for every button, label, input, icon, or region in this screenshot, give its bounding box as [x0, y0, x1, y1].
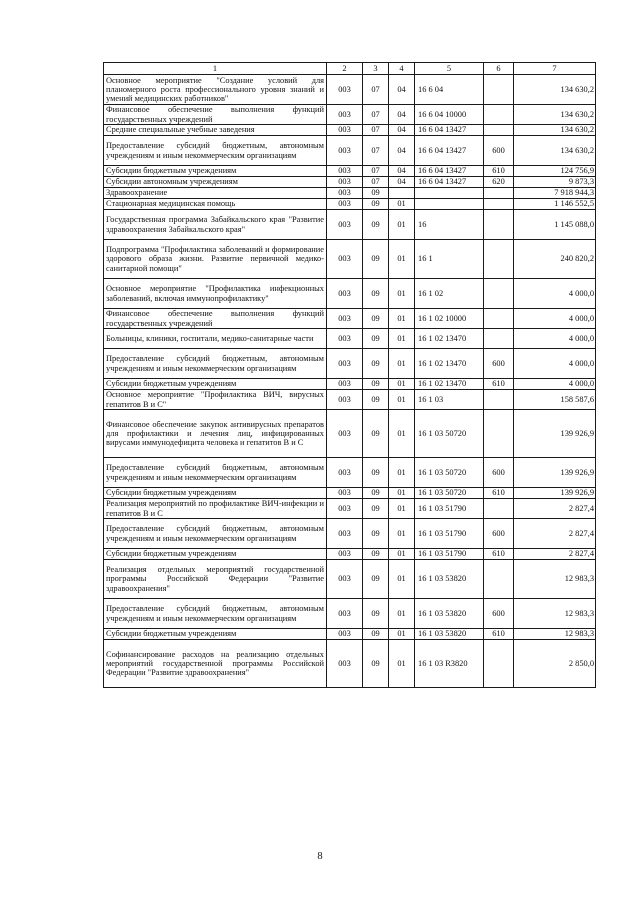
- row-amount: 2 827,4: [514, 519, 596, 549]
- table-row: [104, 519, 596, 549]
- table-row: [104, 549, 596, 560]
- table-row: [104, 105, 596, 125]
- row-target-code: 16: [415, 210, 484, 240]
- row-expense-type: [484, 640, 514, 688]
- table-row: [104, 349, 596, 379]
- table-row: [104, 166, 596, 177]
- row-admin-code: 003: [327, 105, 363, 125]
- row-expense-type: [484, 390, 514, 410]
- row-amount: 240 820,2: [514, 240, 596, 279]
- row-expense-type: [484, 499, 514, 519]
- row-name: Подпрограмма "Профилактика заболеваний и формирование здорового образа жизни. Развитие первичной медико-санитарной помощи": [104, 240, 327, 279]
- row-subsection: 04: [389, 166, 415, 177]
- row-admin-code: 003: [327, 177, 363, 188]
- row-amount: 124 756,9: [514, 166, 596, 177]
- row-admin-code: 003: [327, 640, 363, 688]
- row-amount: 4 000,0: [514, 309, 596, 329]
- row-subsection: 04: [389, 125, 415, 136]
- row-name: Стационарная медицинская помощь: [104, 199, 327, 210]
- row-expense-type: 610: [484, 379, 514, 390]
- row-amount: 134 630,2: [514, 136, 596, 166]
- row-subsection: 01: [389, 349, 415, 379]
- row-section: 09: [363, 240, 389, 279]
- row-name: Основное мероприятие "Профилактика ВИЧ, вирусных гепатитов В и С": [104, 390, 327, 410]
- row-expense-type: 600: [484, 349, 514, 379]
- row-name: Средние специальные учебные заведения: [104, 125, 327, 136]
- row-target-code: 16 1 02 13470: [415, 379, 484, 390]
- row-admin-code: 003: [327, 599, 363, 629]
- row-section: 09: [363, 640, 389, 688]
- row-name: Предоставление субсидий бюджетным, автономным учреждениям и иным некоммерческим организациям: [104, 599, 327, 629]
- row-name: Основное мероприятие "Создание условий для планомерного роста профессионального уровня знаний и умений медицинских работников": [104, 75, 327, 105]
- row-admin-code: 003: [327, 410, 363, 458]
- table-row: [104, 488, 596, 499]
- row-target-code: 16 1 03 50720: [415, 410, 484, 458]
- row-expense-type: [484, 329, 514, 349]
- row-name: Предоставление субсидий бюджетным, автономным учреждениям и иным некоммерческим организациям: [104, 349, 327, 379]
- row-section: 09: [363, 390, 389, 410]
- row-subsection: 01: [389, 458, 415, 488]
- row-section: 09: [363, 188, 389, 199]
- table-row: [104, 599, 596, 629]
- row-subsection: 01: [389, 519, 415, 549]
- row-admin-code: 003: [327, 166, 363, 177]
- row-expense-type: [484, 560, 514, 599]
- row-amount: 12 983,3: [514, 599, 596, 629]
- row-section: 09: [363, 329, 389, 349]
- row-subsection: 01: [389, 279, 415, 309]
- row-amount: 134 630,2: [514, 105, 596, 125]
- row-admin-code: 003: [327, 499, 363, 519]
- row-section: 09: [363, 488, 389, 499]
- row-target-code: 16 1 03 53820: [415, 560, 484, 599]
- row-target-code: 16 1 03 50720: [415, 458, 484, 488]
- row-admin-code: 003: [327, 349, 363, 379]
- row-expense-type: 600: [484, 519, 514, 549]
- row-admin-code: 003: [327, 279, 363, 309]
- row-amount: 2 827,4: [514, 549, 596, 560]
- row-name: Субсидии автономным учреждениям: [104, 177, 327, 188]
- row-target-code: 16 1 03: [415, 390, 484, 410]
- row-amount: 134 630,2: [514, 125, 596, 136]
- row-expense-type: 600: [484, 599, 514, 629]
- table-row: [104, 210, 596, 240]
- row-expense-type: [484, 75, 514, 105]
- row-amount: 158 587,6: [514, 390, 596, 410]
- row-expense-type: 600: [484, 136, 514, 166]
- row-amount: 2 827,4: [514, 499, 596, 519]
- row-amount: 12 983,3: [514, 629, 596, 640]
- row-amount: 4 000,0: [514, 329, 596, 349]
- header-cell-7: 7: [514, 63, 596, 75]
- header-cell-6: 6: [484, 63, 514, 75]
- row-section: 09: [363, 629, 389, 640]
- row-name: Реализация мероприятий по профилактике ВИЧ-инфекции и гепатитов В и С: [104, 499, 327, 519]
- row-amount: 2 850,0: [514, 640, 596, 688]
- row-target-code: 16 1 03 51790: [415, 549, 484, 560]
- header-cell-2: 2: [327, 63, 363, 75]
- row-target-code: [415, 188, 484, 199]
- row-section: 07: [363, 105, 389, 125]
- row-section: 09: [363, 199, 389, 210]
- row-expense-type: 610: [484, 488, 514, 499]
- row-subsection: 01: [389, 329, 415, 349]
- table-row: [104, 410, 596, 458]
- row-expense-type: [484, 309, 514, 329]
- header-cell-3: 3: [363, 63, 389, 75]
- row-target-code: 16 6 04 13427: [415, 125, 484, 136]
- row-subsection: 01: [389, 410, 415, 458]
- row-target-code: [415, 199, 484, 210]
- row-target-code: 16 1: [415, 240, 484, 279]
- row-amount: 4 000,0: [514, 279, 596, 309]
- row-admin-code: 003: [327, 560, 363, 599]
- table-row: [104, 279, 596, 309]
- row-target-code: 16 1 03 51790: [415, 499, 484, 519]
- table-row: [104, 177, 596, 188]
- row-name: Основное мероприятие "Профилактика инфекционных заболеваний, включая иммунопрофилактику": [104, 279, 327, 309]
- row-target-code: 16 6 04 13427: [415, 166, 484, 177]
- row-amount: 1 145 088,0: [514, 210, 596, 240]
- row-subsection: 01: [389, 499, 415, 519]
- table-row: [104, 125, 596, 136]
- row-admin-code: 003: [327, 240, 363, 279]
- row-subsection: 04: [389, 105, 415, 125]
- row-admin-code: 003: [327, 75, 363, 105]
- row-expense-type: [484, 410, 514, 458]
- row-subsection: 01: [389, 629, 415, 640]
- row-amount: 4 000,0: [514, 379, 596, 390]
- row-target-code: 16 1 02: [415, 279, 484, 309]
- row-expense-type: [484, 279, 514, 309]
- table-row: [104, 75, 596, 105]
- row-target-code: 16 1 03 R3820: [415, 640, 484, 688]
- row-subsection: 01: [389, 599, 415, 629]
- row-admin-code: 003: [327, 309, 363, 329]
- row-admin-code: 003: [327, 390, 363, 410]
- row-amount: 139 926,9: [514, 488, 596, 499]
- row-section: 09: [363, 410, 389, 458]
- row-section: 09: [363, 309, 389, 329]
- row-target-code: 16 1 03 53820: [415, 599, 484, 629]
- table-row: [104, 188, 596, 199]
- row-subsection: [389, 188, 415, 199]
- row-target-code: 16 1 02 13470: [415, 349, 484, 379]
- row-section: 09: [363, 599, 389, 629]
- table-row: [104, 629, 596, 640]
- row-target-code: 16 6 04 10000: [415, 105, 484, 125]
- row-section: 07: [363, 177, 389, 188]
- row-expense-type: 610: [484, 549, 514, 560]
- row-amount: 134 630,2: [514, 75, 596, 105]
- row-amount: 4 000,0: [514, 349, 596, 379]
- row-target-code: 16 6 04 13427: [415, 136, 484, 166]
- row-section: 09: [363, 279, 389, 309]
- page-number: 8: [317, 851, 323, 862]
- row-amount: 7 918 944,3: [514, 188, 596, 199]
- header-cell-5: 5: [415, 63, 484, 75]
- row-expense-type: 610: [484, 166, 514, 177]
- row-name: Субсидии бюджетным учреждениям: [104, 629, 327, 640]
- row-name: Субсидии бюджетным учреждениям: [104, 166, 327, 177]
- budget-table: [103, 62, 596, 688]
- row-section: 09: [363, 379, 389, 390]
- row-admin-code: 003: [327, 199, 363, 210]
- row-admin-code: 003: [327, 188, 363, 199]
- row-admin-code: 003: [327, 629, 363, 640]
- row-subsection: 01: [389, 240, 415, 279]
- row-name: Государственная программа Забайкальского края "Развитие здравоохранения Забайкальского края": [104, 210, 327, 240]
- table-header-row: [104, 63, 596, 75]
- row-subsection: 01: [389, 210, 415, 240]
- table-row: [104, 240, 596, 279]
- row-section: 07: [363, 136, 389, 166]
- row-expense-type: [484, 125, 514, 136]
- row-expense-type: [484, 210, 514, 240]
- row-expense-type: [484, 199, 514, 210]
- row-target-code: 16 6 04 13427: [415, 177, 484, 188]
- row-subsection: 01: [389, 549, 415, 560]
- row-name: Финансовое обеспечение выполнения функций государственных учреждений: [104, 309, 327, 329]
- row-amount: 139 926,9: [514, 458, 596, 488]
- row-subsection: 01: [389, 488, 415, 499]
- row-name: Субсидии бюджетным учреждениям: [104, 549, 327, 560]
- row-expense-type: 600: [484, 458, 514, 488]
- table-row: [104, 309, 596, 329]
- table-row: [104, 560, 596, 599]
- row-expense-type: [484, 240, 514, 279]
- row-target-code: 16 1 02 13470: [415, 329, 484, 349]
- row-expense-type: [484, 105, 514, 125]
- row-subsection: 01: [389, 379, 415, 390]
- row-subsection: 04: [389, 136, 415, 166]
- row-admin-code: 003: [327, 210, 363, 240]
- row-amount: 139 926,9: [514, 410, 596, 458]
- row-section: 09: [363, 560, 389, 599]
- row-expense-type: 610: [484, 629, 514, 640]
- row-name: Софинансирование расходов на реализацию отдельных мероприятий государственной программы Российской Федерации "Развитие здравоохранения": [104, 640, 327, 688]
- table-row: [104, 499, 596, 519]
- row-name: Предоставление субсидий бюджетным, автономным учреждениям и иным некоммерческим организациям: [104, 136, 327, 166]
- row-expense-type: [484, 188, 514, 199]
- row-admin-code: 003: [327, 125, 363, 136]
- row-expense-type: 620: [484, 177, 514, 188]
- row-name: Субсидии бюджетным учреждениям: [104, 379, 327, 390]
- row-name: Здравоохранение: [104, 188, 327, 199]
- row-admin-code: 003: [327, 329, 363, 349]
- table-row: [104, 390, 596, 410]
- row-section: 09: [363, 458, 389, 488]
- header-cell-4: 4: [389, 63, 415, 75]
- table-row: [104, 199, 596, 210]
- row-subsection: 01: [389, 309, 415, 329]
- row-amount: 9 873,3: [514, 177, 596, 188]
- row-subsection: 04: [389, 75, 415, 105]
- row-admin-code: 003: [327, 488, 363, 499]
- row-section: 09: [363, 349, 389, 379]
- row-target-code: 16 1 03 50720: [415, 488, 484, 499]
- row-name: Финансовое обеспечение выполнения функций государственных учреждений: [104, 105, 327, 125]
- row-target-code: 16 1 02 10000: [415, 309, 484, 329]
- row-name: Предоставление субсидий бюджетным, автономным учреждениям и иным некоммерческим организациям: [104, 458, 327, 488]
- row-admin-code: 003: [327, 549, 363, 560]
- row-target-code: 16 1 03 51790: [415, 519, 484, 549]
- row-name: Больницы, клиники, госпитали, медико-санитарные части: [104, 329, 327, 349]
- row-admin-code: 003: [327, 458, 363, 488]
- header-cell-1: 1: [104, 63, 327, 75]
- row-target-code: 16 6 04: [415, 75, 484, 105]
- row-section: 09: [363, 519, 389, 549]
- row-section: 07: [363, 166, 389, 177]
- row-admin-code: 003: [327, 379, 363, 390]
- row-section: 07: [363, 75, 389, 105]
- row-subsection: 01: [389, 560, 415, 599]
- row-amount: 12 983,3: [514, 560, 596, 599]
- row-subsection: 01: [389, 199, 415, 210]
- table-row: [104, 379, 596, 390]
- table-row: [104, 329, 596, 349]
- row-subsection: 01: [389, 640, 415, 688]
- table-row: [104, 136, 596, 166]
- row-name: Реализация отдельных мероприятий государственной программы Российской Федерации "Развитие здравоохранения": [104, 560, 327, 599]
- row-admin-code: 003: [327, 136, 363, 166]
- row-target-code: 16 1 03 53820: [415, 629, 484, 640]
- row-name: Предоставление субсидий бюджетным, автономным учреждениям и иным некоммерческим организациям: [104, 519, 327, 549]
- row-subsection: 01: [389, 390, 415, 410]
- table-row: [104, 458, 596, 488]
- row-amount: 1 146 552,5: [514, 199, 596, 210]
- row-section: 07: [363, 125, 389, 136]
- row-admin-code: 003: [327, 519, 363, 549]
- row-section: 09: [363, 549, 389, 560]
- row-subsection: 04: [389, 177, 415, 188]
- table-row: [104, 640, 596, 688]
- row-name: Субсидии бюджетным учреждениям: [104, 488, 327, 499]
- row-section: 09: [363, 499, 389, 519]
- row-name: Финансовое обеспечение закупок антивирусных препаратов для профилактики и лечения лиц, инфицированных вирусами иммунодефицита человека и гепатитов В и С: [104, 410, 327, 458]
- row-section: 09: [363, 210, 389, 240]
